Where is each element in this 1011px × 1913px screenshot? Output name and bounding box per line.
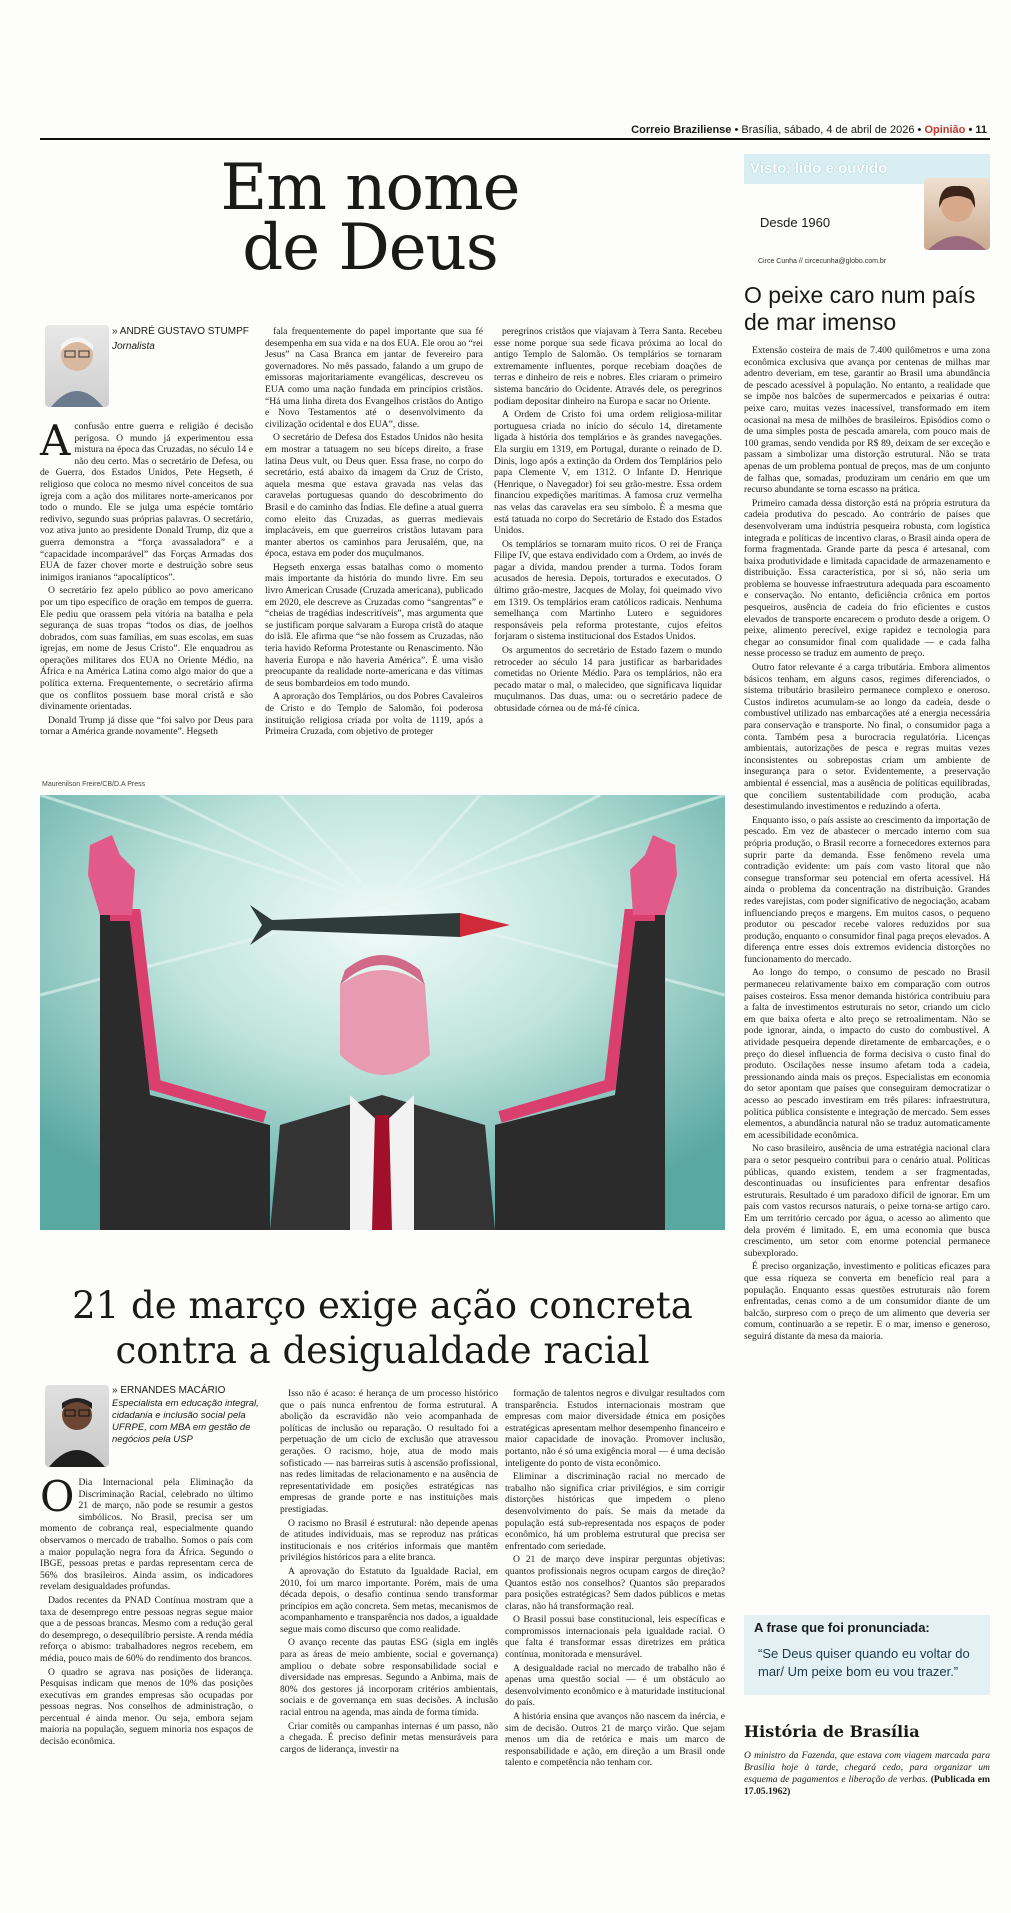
headline-line-1: 21 de março exige ação concreta — [72, 1284, 693, 1327]
quote-text: “Se Deus quiser quando eu voltar do mar/ Um peixe bom eu vou trazer.” — [758, 1646, 970, 1679]
paragraph: No caso brasileiro, ausência de uma estratégia nacional clara para o setor pesqueiro contribui para o cenário atual. Políticas públicas, quando existem, tendem a ser fragmentadas, descontinuadas ou insuficientes para enfrentar desafios estruturais. Resultado é um paradoxo difícil de ignorar. Em um país com vastos recursos naturais, o peixe torna-se artigo caro. Em um território cercado por água, o acesso ao alimento que dela provém é limitado. E, em uma economia que busca crescimento, um setor com enorme potencial permanece subexplorado. — [744, 1143, 990, 1259]
paragraph: Primeiro camada dessa distorção está na própria estrutura da cadeia produtiva do pescado. Ao contrário de países que desenvolveram uma indústria pesqueira robusta, com logística integrada e políticas de incentivo claras, o Brasil ainda opera de forma fragmentada. Grande parte da pesca é artesanal, com baixa produtividade e limitada capacidade de armazenamento e distribuição. Essa característica, por si só, não seria um problema se houvesse infraestrutura adequada para escoamento e conservação. No entanto, deficiência crônica em portos pesqueiros, ausência de cadeia do frio eficientes e custos elevados de transporte encarecem o produto desde a origem. O peixe, alimento perecível, exige rapidez e tecnologia para chegar ao consumidor final com qualidade — e cada falha nesse processo se traduz em aumento de preço. — [744, 497, 990, 660]
paragraph: Dados recentes da PNAD Contínua mostram que a taxa de desemprego entre pessoas negras segue maior que a de pessoas brancas. Mesmo com a redução geral do desemprego, o desequilíbrio persiste. A renda média reforça o abismo: trabalhadores negros recebem, em média, pouco mais de 60% do rendimento dos brancos. — [40, 1594, 253, 1664]
article1-column-2 — [265, 326, 483, 740]
paragraph: A desigualdade racial no mercado de trabalho não é apenas uma questão social — é um obstáculo ao desenvolvimento econômico e à maturidade institucional do país. — [505, 1662, 725, 1709]
paragraph: A Ordem de Cristo foi uma ordem religiosa-militar portuguesa criada no início do século 14, diretamente ligada à história dos templários e às grandes navegações. Ela surgiu em 1319, em Portugal, durante o reinado de D. Dinis, logo após a extinção da Ordem dos Templários pelo papa Clemente V, em 1312. O Infante D. Henrique (Henrique, o Navegador) foi seu grão-mestre. Essa ordem financiou expedições marítimas. A famosa cruz vermelha nas velas das caravelas era seu símbolo. É a mesma que está tatuada no corpo do Secretário de Estado dos Estados Unidos. — [494, 409, 722, 537]
paragraph: Outro fator relevante é a carga tributária. Embora alimentos básicos tenham, em alguns casos, regimes diferenciados, o sistema tributário brasileiro permanece complexo e oneroso. Custos indiretos acumulam-se ao longo da cadeia, desde o combustível utilizado nas embarcações até a energia necessária para conservação e transporte. No final, o consumidor paga a conta. Também pesa a burocracia regulatória. Licenças ambientais, autorizações de pesca e regras muitas vezes inconsistentes ou sobrepostas criam um ambiente de insegurança para o setor. Evidentemente, a preservação ambiental é essencial, mas a ausência de políticas equilibradas, que conciliem sustentabilidade com produção, acaba desestimulando investimentos e reduzindo a oferta. — [744, 662, 990, 813]
columnist-photo — [924, 178, 990, 250]
column-since: Desde 1960 — [760, 215, 831, 230]
paragraph: peregrinos cristãos que viajavam à Terra Santa. Recebeu esse nome porque sua sede ficava próxima ao local do antigo Templo de Salomão. Os templários se tornaram extremamente influentes, porque recebiam doações de terras e dinheiro de reis e nobres. Eles criaram o primeiro sistema bancário do Ocidente. Através dele, os peregrinos podiam depositar dinheiro na Europa e sacar no Oriente. — [494, 326, 722, 407]
paragraph: O 21 de março deve inspirar perguntas objetivas: quantos profissionais negros ocupam cargos de direção? Quantos estão nos conselhos? Quantos são preparados para posições estratégicas? Sem dados públicos e metas claras, não há transformação real. — [505, 1554, 725, 1612]
paragraph: Donald Trump já disse que “foi salvo por Deus para tornar a América grande novamente”. Hegseth — [40, 714, 253, 738]
paragraph: Os argumentos do secretário de Estado fazem o mundo retroceder ao século 14 para justificar as barbaridades cometidas no Oriente Médio. Para os templários, não era pecado matar o mal, o malecideo, que significava liquidar muçulmanos. Das duas, uma: ou o secretário padece de obtusidade córnea ou de má-fé cínica. — [494, 645, 722, 714]
column-body — [744, 345, 990, 1344]
quote-heading: A frase que foi pronunciada: — [754, 1620, 930, 1635]
paragraph: A aprovação do Estatuto da Igualdade Racial, em 2010, foi um marco importante. Porém, mais de uma década depois, o desafio continua sendo transformar princípios em ação concreta. Sem metas, mecanismos de acompanhamento e transparência nos dados, a igualdade segue mais como discurso que como realidade. — [280, 1565, 498, 1635]
place-date: • Brasília, sábado, 4 de abril de 2026 • — [734, 124, 922, 136]
illustration — [40, 795, 725, 1230]
paragraph: A aproração dos Templários, ou dos Pobres Cavaleiros de Cristo e do Templo de Salomão, foi poderosa instituição religiosa criada por volta de 1119, após a Primeira Cruzada, com objetivo de proteger — [265, 691, 483, 738]
author2-photo — [45, 1385, 109, 1467]
columnist-byline: Circe Cunha // circecunha@globo.com.br — [758, 258, 887, 265]
author2-role: Especialista em educação integral, cidadania e inclusão social pela UFRPE, com MBA em gestão de negócios pela USP — [112, 1398, 259, 1445]
history-body: O ministro da Fazenda, que estava com viagem marcada para Brasília hoje à tarde, chegará cedo, para organizar um esquema de pagamentos e liberação de verbas. — [744, 1750, 990, 1785]
section-name: Opinião — [924, 124, 966, 136]
history-text — [744, 1750, 990, 1798]
article1-column-3 — [494, 326, 722, 717]
headline-line-1: Em nome — [220, 151, 520, 225]
article1-column-1 — [40, 416, 253, 740]
paragraph: O Brasil possui base constitucional, leis específicas e compromissos internacionais pela igualdade racial. O que falta é transformar essas diretrizes em prática contínua, monitorada e mensurável. — [505, 1614, 725, 1661]
paragraph: Ao longo do tempo, o consumo de pescado no Brasil permaneceu relativamente baixo em comparação com outros países costeiros. Essa menor demanda histórica contribuiu para a falta de investimentos estruturais no setor, criando um ciclo em que baixa oferta e alto preço se retroalimentam. Não se pode ignorar, ainda, o impacto do custo do combustível. A atividade pesqueira depende diretamente de embarcações, e o preço do diesel influencia de forma decisiva o custo final do produto. Oscilações nesse insumo afetam toda a cadeia, pressionando ainda mais os preços. Especialistas em economia do setor apontam que países que conseguiram democratizar o acesso ao pescado investiram em três pilares: infraestrutura, política pública consistente e integração de mercado. Sem esses elementos, a abundância natural não se traduz automaticamente em acessibilidade econômica. — [744, 967, 990, 1141]
dropcap: A — [40, 416, 71, 465]
paragraph: Aconfusão entre guerra e religião é decisão perigosa. O mundo já experimentou essa mistura na época das Cruzadas, no século 14 e não deu certo. Mas o secretário de Defesa, ou de Guerra, dos Estados Unidos, Pete Hegseth, é religioso que coloca no mesmo nível conceitos de sua igreja com a ação dos militares norte-americanos por todo o mundo. Ele se julga uma espécie tomtário redivivo, segundo suas próprias palavras. O secretário, voz ativa junto ao presidente Donald Trump, diz que a guerra demonstra a “força avassaladora” e a “capacidade incomparável” das Forças Armadas dos EUA de fazer chover morte e destruição sobre seus inimigos iranianos “apocalípticos”. — [40, 416, 253, 583]
masthead — [631, 124, 987, 136]
history-date: (Publicada em 17.05.1962) — [744, 1774, 990, 1797]
headline-line-2: de Deus — [242, 211, 498, 285]
author1-photo — [45, 325, 109, 407]
article2-column-3 — [505, 1388, 725, 1771]
paragraph: Os templários se tornaram muito ricos. O rei de França Filipe IV, que estava endividado com a Ordem, ao invés de pagar a dívida, mandou prender a turma. Todos foram acusados de heresia. Depois, torturados e executados. O último grão-mestre, Jacques de Molay, foi queimado vivo em 1319. Os templários eram católicos radicais. Nenhuma semelhança com Martinho Lutero e seguidores responsáveis pela reforma protestante, cujos efeitos forjaram o sistema institucional dos Estados Unidos. — [494, 538, 722, 643]
author1-role: Jornalista — [112, 341, 155, 352]
paragraph: Extensão costeira de mais de 7.400 quilômetros e uma zona econômica exclusiva que avança por centenas de milhas mar adentro deveriam, em tese, garantir ao Brasil uma abundância de pescado acessível à população. No entanto, a realidade que se impõe nos balcões de supermercados e peixarias é outra: peixe caro, muitas vezes inacessível, transformado em item ocasional na mesa de milhões de brasileiros. Episódios como o de uma simples posta de pescada amarela, com pouco mais de 100 gramas, sendo vendida por R$ 89, deixam de ser exceção e passam a simbolizar uma distorção estrutural. Não se trata apenas de um problema pontual de preços, mas de um conjunto de falhas que, somadas, produziram um cenário em que um recurso abundante se torna escasso na prática. — [744, 345, 990, 496]
paragraph: Criar comitês ou campanhas internas é um passo, não a chegada. É preciso definir metas mensuráveis para cargos de liderança, investir na — [280, 1720, 498, 1755]
column-banner-title: Visto, lido e ouvido — [750, 160, 888, 177]
article1-headline — [210, 151, 530, 285]
paragraph: Hegseth enxerga essas batalhas como o momento mais importante da história do mundo livre. Em seu livro American Crusade (Cruzada americana), publicado em 2020, ele descreve as Cruzadas como “sangrentas” e “cheias de tragédias indescritíveis”, mas argumenta que se justificam porque salvaram a Europa cristã do ataque do islã. Ele afirma que “se não fossem as Cruzadas, não teria havido Reforma Protestante ou Renascimento. Não haveria Europa e não haveria América”. É uma visão preocupante da realidade norte-americana e das vítimas de seus bombardeios em todo mundo. — [265, 561, 483, 689]
paragraph: Isso não é acaso: é herança de um processo histórico que o país nunca enfrentou de forma estrutural. A abolição da escravidão não veio acompanhada de políticas de inclusão ou reparação. O resultado foi a perpetuação de um ciclo de exclusão que atravessou gerações. O racismo, hoje, atua de modo mais sofisticado — nas barreiras sutis à ascensão profissional, nas redes limitadas de relacionamento e na ausência de representatividade em posições estratégicas nas empresas de grande porte e nas instituições mais prestigiadas. — [280, 1388, 498, 1515]
article2-column-2 — [280, 1388, 498, 1757]
author1-name: » ANDRÉ GUSTAVO STUMPF — [112, 326, 249, 337]
paragraph: A história ensina que avanços não nascem da inércia, e sim de decisão. Outros 21 de março virão. Que sejam menos um dia de retórica e mais um marco de responsabilidade e ação, em direção a um Brasil onde talento e competência não tenham cor. — [505, 1711, 725, 1769]
paragraph: fala frequentemente do papel importante que sua fé desempenha em sua vida e na dos EUA. Ele orou ao “rei Jesus” na Casa Branca em jantar de fevereiro para governadores. No mês passado, falando a um grupo de emissoras majoritariamente evangélicas, descreveu os EUA como uma nação fundada em princípios cristãos. “Há uma linha direta dos Evangelhos cristãos do Antigo e Novo Testamentos até o desenvolvimento da civilização ocidental e dos EUA”, disse. — [265, 326, 483, 430]
dropcap: O — [40, 1472, 75, 1521]
column-title: O peixe caro num país de mar imenso — [744, 282, 976, 335]
history-heading: História de Brasília — [744, 1722, 920, 1741]
paragraph: Enquanto isso, o país assiste ao crescimento da importação de pescado. Em vez de abastecer o mercado interno com sua própria produção, o Brasil recorre a fornecedores externos para suprir parte da demanda. Esse fenômeno revela uma contradição evidente: um país com vasto litoral que não consegue transformar seu potencial em oferta acessível. Há ainda o problema da concentração na distribuição. Grandes redes varejistas, com poder significativo de negociação, acabam influenciando preços e margens. Em muitos casos, o pequeno produtor ou pescador recebe valores reduzidos por sua produção, enquanto o consumidor final paga preços elevados. A diferença entre esses dois extremos evidencia distorções no funcionamento do mercado. — [744, 814, 990, 965]
paragraph: O secretário fez apelo público ao povo americano por um tipo específico de oração em tempos de guerra. Ele pediu que orassem pela vitória na batalha e pela segurança de suas tropas “todos os dias, de joelhos dobrados, com suas famílias, em suas escolas, em suas igrejas, em nome de Jesus Cristo”. Ele enquadrou as operações militares dos EUA no Oriente Médio, na África e na América Latina como algo maior do que a política externa. Frequentemente, o secretário afirma que os conflitos possuem base moral cristã e são divinamente orientadas. — [40, 585, 253, 713]
paragraph: O Dia Internacional pela Eliminação da Discriminação Racial, celebrado no último 21 de março, não pode se resumir a gestos simbólicos. No Brasil, precisa ser um momento de cobrança real, especialmente quando observamos o mercado de trabalho. Somos o país com a maior população negra fora da África. Segundo o IBGE, pessoas pretas e pardas representam cerca de 56% dos brasileiros. Ainda assim, os indicadores revelam desigualdades profundas. — [40, 1472, 253, 1593]
paper-name: Correio Braziliense — [631, 124, 732, 136]
paragraph: É preciso organização, investimento e políticas eficazes para que essa riqueza se converta em benefício real para a população. Enquanto essas questões estruturais não forem enfrentadas, cenas como a de um consumidor diante de um balcão, surpreso com o preço de um alimento que deveria ser comum, continuarão a se repetir. E o mar, imenso e generoso, seguirá distante da mesa da maioria. — [744, 1261, 990, 1342]
headline-line-2: contra a desigualdade racial — [115, 1329, 650, 1372]
paragraph: O secretário de Defesa dos Estados Unidos não hesita em mostrar a tatuagem no seu bíceps direito, a frase latina Deus vult, ou Deus quer. Essa frase, no corpo do secretário, está abaixo da imagem da Cruz de Cristo, aquela mesma que estava gravada nas velas das caravelas portuguesas quando do descobrimento do Brasil e do caminho das Índias. Ele define a atual guerra como eleito das Cruzadas, as guerras medievais implacáveis, em que guerreiros cristãos lutavam para manter abertos os caminhos para Jerusalém, que, na época, estava em poder dos muçulmanos. — [265, 432, 483, 560]
paragraph: O racismo no Brasil é estrutural: não depende apenas de atitudes individuais, mas se reproduz nas práticas institucionais e nos critérios informais que mantêm privilégios históricos para a elite branca. — [280, 1517, 498, 1564]
article2-column-1 — [40, 1472, 253, 1750]
article2-headline — [40, 1283, 725, 1373]
paragraph: formação de talentos negros e divulgar resultados com transparência. Estudos internacionais mostram que empresas com maior diversidade étnica em posições estratégicas apresentam melhor desempenho financeiro e maior capacidade de inovação. Promover inclusão, portanto, não é só uma exigência moral — é uma decisão inteligente do ponto de vista econômico. — [505, 1388, 725, 1469]
author2-name: » ERNANDES MACÁRIO — [112, 1385, 226, 1396]
paragraph: Eliminar a discriminação racial no mercado de trabalho não significa criar privilégios, e sim corrigir distorções históricas que impedem o pleno desenvolvimento do país. Se mais da metade da população está sub-representada nos espaços de poder econômico, há um problema estrutural que precisa ser enfrentado com seriedade. — [505, 1471, 725, 1552]
paragraph: O avanço recente das pautas ESG (sigla em inglês para as áreas de meio ambiente, social e governança) ampliou o debate sobre responsabilidade social e diversidade nas empresas. Segundo a Anbima, mais de 80% dos gestores já incorporam critérios ambientais, sociais e de governança em suas decisões. A inclusão racial entrou na agenda, mas ainda de forma tímida. — [280, 1637, 498, 1719]
illustration-credit: Maurenilson Freire/CB/D.A Press — [42, 781, 146, 788]
masthead-rule — [40, 138, 990, 140]
page-number: • 11 — [968, 124, 987, 136]
paragraph: O quadro se agrava nas posições de liderança. Pesquisas indicam que menos de 10% das posições executivas em grandes empresas são ocupadas por pessoas negras. Nos conselhos de administração, o percentual é ainda menor. Ou seja, embora sejam maioria na população, seguem minoria nos espaços de decisão econômica. — [40, 1666, 253, 1748]
